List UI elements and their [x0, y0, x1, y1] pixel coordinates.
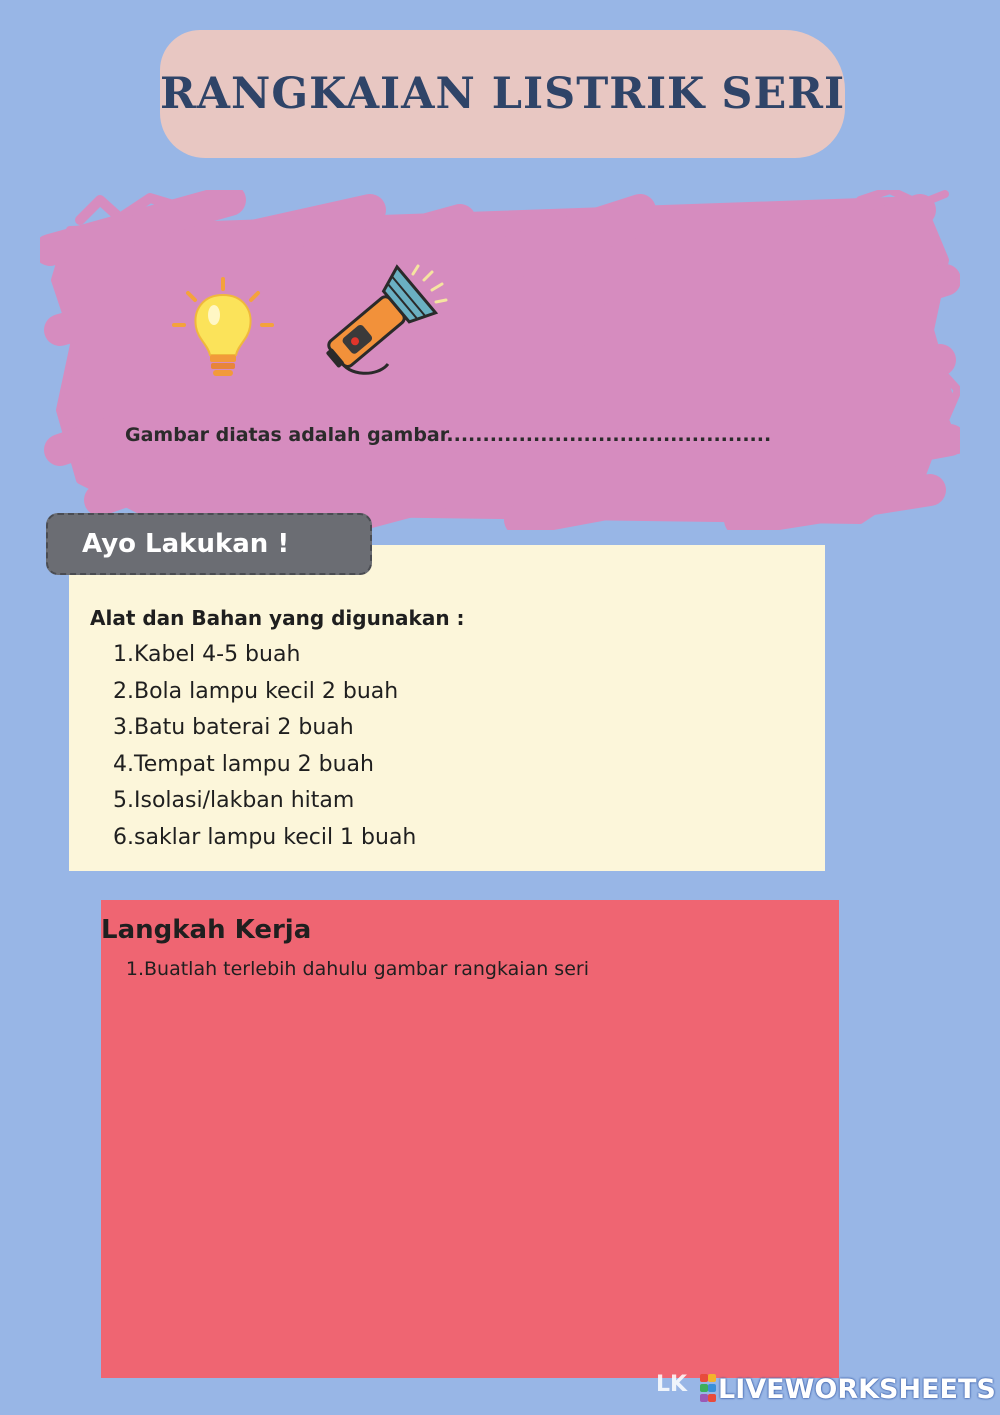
page-title: RANGKAIAN LISTRIK SERI: [159, 69, 846, 119]
item-text: saklar lampu kecil 1 buah: [134, 824, 417, 850]
item-number: 6.: [113, 824, 134, 850]
item-number: 4.: [113, 751, 134, 777]
item-text: Buatlah terlebih dahulu gambar rangkaian seri: [144, 958, 589, 980]
item-number: 1.: [113, 642, 134, 667]
liveworksheets-brand: LIVEWORKSHEETS: [718, 1373, 996, 1405]
light-bulb-icon: [168, 275, 278, 385]
item-text: Bola lampu kecil 2 buah: [134, 678, 399, 704]
list-item: [118, 958, 589, 980]
work-steps-list: [118, 958, 589, 980]
list-item: [104, 640, 416, 677]
ayo-lakukan-label: Ayo Lakukan !: [82, 529, 290, 559]
item-text: Kabel 4-5 buah: [134, 642, 301, 667]
item-number: 1.: [125, 958, 144, 980]
list-item: [104, 677, 416, 714]
materials-heading: Alat dan Bahan yang digunakan :: [90, 606, 465, 630]
materials-list: [104, 640, 416, 860]
list-item: [104, 713, 416, 750]
item-text: Isolasi/lakban hitam: [134, 788, 355, 814]
ayo-lakukan-tag: [46, 513, 372, 575]
item-text: Batu baterai 2 buah: [134, 715, 354, 741]
flashlight-icon: [318, 262, 453, 382]
item-number: 3.: [113, 715, 134, 741]
liveworksheets-badge-icon: [700, 1372, 716, 1406]
item-number: 5.: [113, 788, 134, 814]
title-banner: [160, 30, 845, 158]
list-item: [104, 786, 416, 823]
list-item: [104, 823, 416, 860]
item-number: 2.: [113, 678, 134, 704]
list-item: [104, 750, 416, 787]
footer-credit: LK: [656, 1372, 688, 1397]
liveworksheets-logo: [700, 1372, 996, 1406]
work-steps-heading: Langkah Kerja: [101, 915, 312, 945]
item-text: Tempat lampu 2 buah: [134, 751, 374, 777]
question-text: Gambar diatas adalah gambar.............................................: [125, 424, 772, 446]
